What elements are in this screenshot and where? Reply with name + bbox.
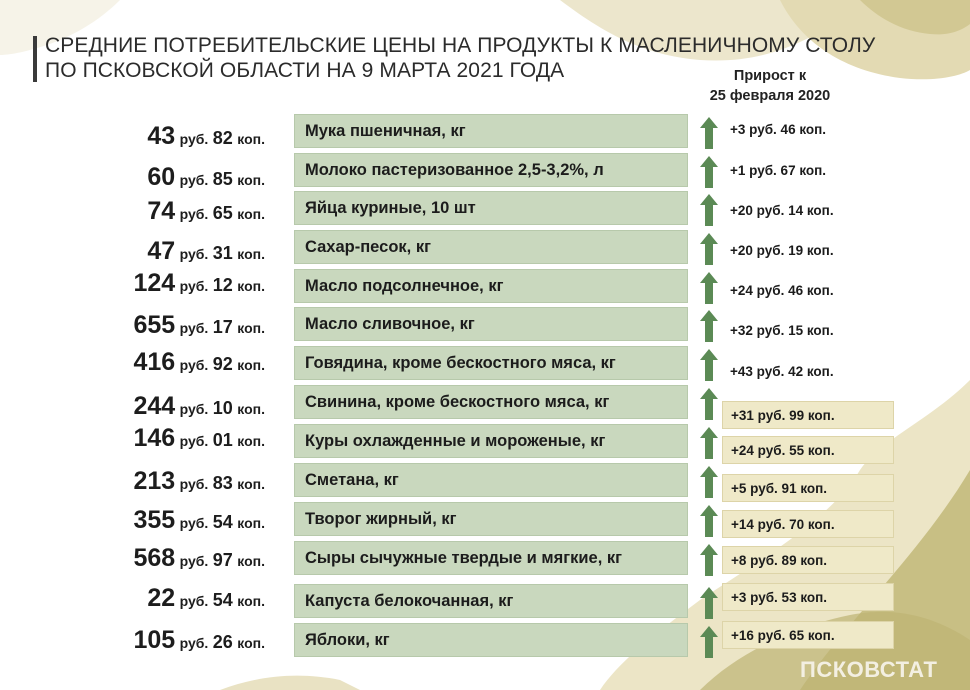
price-kop-label: коп. (237, 401, 265, 417)
price-value (60, 540, 265, 576)
product-name: Масло подсолнечное, кг (294, 269, 688, 303)
price-kopecks: 31 (212, 243, 233, 263)
price-kop-label: коп. (237, 131, 265, 147)
price-kopecks: 92 (212, 354, 233, 374)
price-kopecks: 12 (212, 275, 233, 295)
price-rubles: 105 (133, 626, 176, 654)
product-name: Мука пшеничная, кг (294, 114, 688, 148)
product-name: Творог жирный, кг (294, 502, 688, 536)
growth-value: +3 руб. 53 коп. (722, 583, 894, 611)
title-accent-bar (33, 36, 37, 82)
up-arrow-icon (699, 309, 719, 343)
up-arrow-icon (699, 155, 719, 189)
product-name: Сахар-песок, кг (294, 230, 688, 264)
price-rubles: 146 (133, 424, 176, 452)
product-name: Сметана, кг (294, 463, 688, 497)
price-value (60, 307, 265, 343)
growth-column-header (700, 66, 840, 106)
price-rubles: 416 (133, 348, 176, 376)
price-rub-label: руб. (179, 246, 209, 262)
price-kop-label: коп. (237, 433, 265, 449)
growth-value: +32 руб. 15 коп. (730, 323, 834, 338)
price-value (60, 463, 265, 499)
price-rubles: 47 (147, 237, 176, 265)
growth-value: +14 руб. 70 коп. (722, 510, 894, 538)
price-rub-label: руб. (179, 172, 209, 188)
growth-value: +20 руб. 19 коп. (730, 243, 834, 258)
title-line-2: ПО ПСКОВСКОЙ ОБЛАСТИ НА 9 МАРТА 2021 ГОДА (45, 59, 565, 82)
price-kopecks: 26 (212, 632, 233, 652)
price-rubles: 74 (147, 197, 176, 225)
price-kopecks: 17 (212, 317, 233, 337)
up-arrow-icon (699, 232, 719, 266)
price-rub-label: руб. (179, 553, 209, 569)
price-kop-label: коп. (237, 246, 265, 262)
growth-value: +24 руб. 55 коп. (722, 436, 894, 464)
product-name: Куры охлажденные и мороженые, кг (294, 424, 688, 458)
price-value (60, 580, 265, 616)
growth-value: +3 руб. 46 коп. (730, 122, 827, 137)
price-value (60, 118, 265, 154)
growth-value: +43 руб. 42 коп. (730, 364, 834, 379)
price-rubles: 22 (147, 584, 176, 612)
price-value (60, 622, 265, 658)
price-kopecks: 83 (212, 473, 233, 493)
price-value (60, 193, 265, 229)
up-arrow-icon (699, 116, 719, 150)
price-kopecks: 85 (212, 169, 233, 189)
price-kop-label: коп. (237, 476, 265, 492)
price-value (60, 502, 265, 538)
up-arrow-icon (699, 193, 719, 227)
growth-header-line-2: 25 февраля 2020 (709, 88, 831, 104)
watermark-text: ПСКОВСТАТ (800, 657, 938, 682)
price-rub-label: руб. (179, 131, 209, 147)
product-name: Свинина, кроме бескостного мяса, кг (294, 385, 688, 419)
price-kop-label: коп. (237, 515, 265, 531)
price-rub-label: руб. (179, 515, 209, 531)
growth-value: +24 руб. 46 коп. (730, 283, 834, 298)
up-arrow-icon (699, 586, 719, 620)
price-rubles: 244 (133, 392, 176, 420)
price-rub-label: руб. (179, 357, 209, 373)
title-line-1: СРЕДНИЕ ПОТРЕБИТЕЛЬСКИЕ ЦЕНЫ НА ПРОДУКТЫ К МАСЛЕНИЧНОМУ СТОЛУ (45, 34, 876, 57)
product-name: Говядина, кроме бескостного мяса, кг (294, 346, 688, 380)
price-value (60, 344, 265, 380)
up-arrow-icon (699, 543, 719, 577)
up-arrow-icon (699, 426, 719, 460)
product-name: Капуста белокочанная, кг (294, 584, 688, 618)
price-kopecks: 65 (212, 203, 233, 223)
price-value (60, 420, 265, 456)
price-rub-label: руб. (179, 278, 209, 294)
growth-value: +8 руб. 89 коп. (722, 546, 894, 574)
price-value (60, 265, 265, 301)
up-arrow-icon (699, 625, 719, 659)
price-kopecks: 10 (212, 398, 233, 418)
price-kop-label: коп. (237, 278, 265, 294)
price-value (60, 388, 265, 424)
growth-value: +16 руб. 65 коп. (722, 621, 894, 649)
price-value (60, 233, 265, 269)
price-kopecks: 01 (212, 430, 233, 450)
product-name: Яйца куриные, 10 шт (294, 191, 688, 225)
price-rubles: 355 (133, 506, 176, 534)
up-arrow-icon (699, 504, 719, 538)
up-arrow-icon (699, 271, 719, 305)
product-name: Яблоки, кг (294, 623, 688, 657)
price-kopecks: 54 (212, 512, 233, 532)
price-kop-label: коп. (237, 635, 265, 651)
growth-value: +5 руб. 91 коп. (722, 474, 894, 502)
product-name: Молоко пастеризованное 2,5-3,2%, л (294, 153, 688, 187)
price-kop-label: коп. (237, 172, 265, 188)
up-arrow-icon (699, 387, 719, 421)
price-rubles: 124 (133, 269, 176, 297)
price-kop-label: коп. (237, 206, 265, 222)
price-kop-label: коп. (237, 553, 265, 569)
price-rub-label: руб. (179, 433, 209, 449)
price-rub-label: руб. (179, 476, 209, 492)
price-rubles: 213 (133, 467, 176, 495)
price-value (60, 159, 265, 195)
growth-header-line-1: Прирост к (733, 68, 807, 84)
product-name: Масло сливочное, кг (294, 307, 688, 341)
growth-value: +1 руб. 67 коп. (730, 163, 827, 178)
price-kop-label: коп. (237, 357, 265, 373)
price-rub-label: руб. (179, 206, 209, 222)
price-rub-label: руб. (179, 401, 209, 417)
price-rubles: 43 (147, 122, 176, 150)
price-kop-label: коп. (237, 593, 265, 609)
growth-value: +31 руб. 99 коп. (722, 401, 894, 429)
price-kopecks: 97 (212, 550, 233, 570)
price-rub-label: руб. (179, 635, 209, 651)
product-name: Сыры сычужные твердые и мягкие, кг (294, 541, 688, 575)
price-kop-label: коп. (237, 320, 265, 336)
price-rub-label: руб. (179, 320, 209, 336)
price-rubles: 60 (147, 163, 176, 191)
price-rubles: 568 (133, 544, 176, 572)
growth-value: +20 руб. 14 коп. (730, 203, 834, 218)
price-kopecks: 82 (212, 128, 233, 148)
price-rub-label: руб. (179, 593, 209, 609)
up-arrow-icon (699, 348, 719, 382)
up-arrow-icon (699, 465, 719, 499)
price-kopecks: 54 (212, 590, 233, 610)
price-rubles: 655 (133, 311, 176, 339)
